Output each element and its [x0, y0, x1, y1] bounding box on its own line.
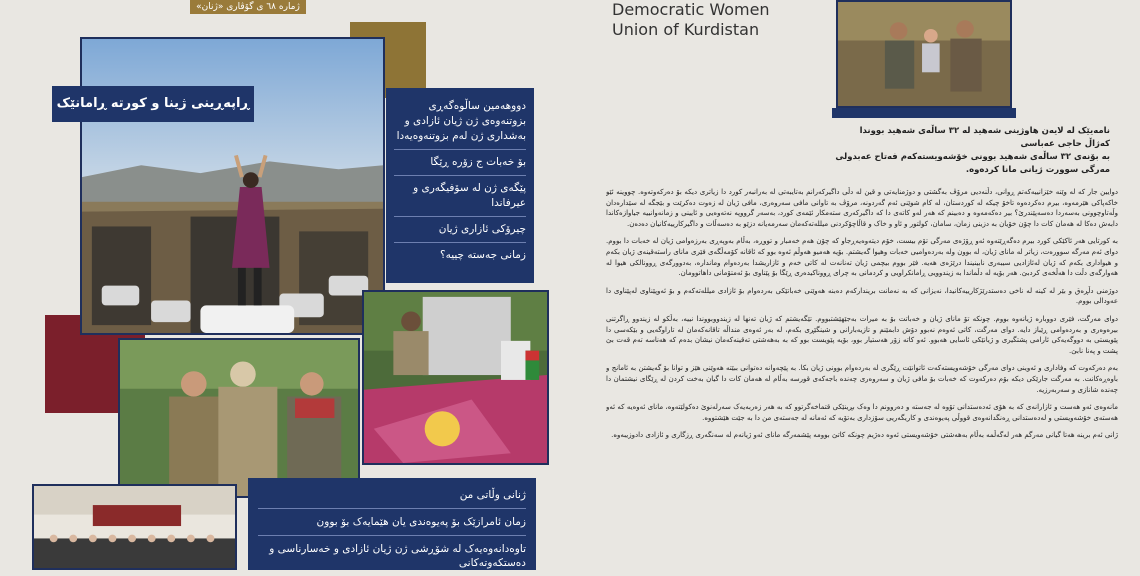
toc-item[interactable]: ژنانی وڵاتی من: [258, 482, 526, 509]
article-paragraph: دوایین جار کە لە وێنە خێزانییەکەتم ڕوانی، دڵنەدیی مرۆڤ بەگشتی و دوژمنایەتی و قین لە دڵی داگیرکەرانم بەتایبەتی لە بەرانبەر کورد دا زیاتری دیکە بۆ دەرکەوتەوە. چووینە ئێو خاکەپاکی هێرمەوە، بیرم دەکردەوە تاخۆ چیکە لە کوردستان، لە کام شوێنی ئەم گەردونە، مرۆڤ بە تاوانی مافی سەروەری، مافی ژیان لە زەوت دەکرێت و بێجگە لە سێدارەدان وڵەتاوچوونی بەسەردا دەسەپێندرێ؟ بیر دەکەمەوە و دەبینم کە هەر لەو کاتەی دا کە داگیرکەری ستەمکار ئێمەی کورد، بەسەر گرووپە نەتەوەیی و ئایینی و زمانەوانییە جیاوازەکاندا دابەش دەکا لە هەمان کات دا چۆن خۆیان بە دزینی زمان، سامان، کولتور و ئاو و خاک و قاڵاچۆکردنی میللەتەکەمان سەرمەیانە دزێو بە دەسەڵات و داگیرکارییەکانیان دەدەن.: [606, 188, 1118, 228]
toc-item[interactable]: دووهەمین ساڵوەگەڕی بزوتنەوەی ژن ژیان ئازادی و بەشداری ژن لەم بزوتنەوەیەدا: [394, 94, 526, 150]
article-paragraph: بەم دەرکەوت کە وفاداری و ئەوینی دوای مەرگی خۆشەویستەکەت ئاتوانێت ڕێگری لە بەردەوام بوونی ژیان بکا. بە پێچەوانە دەتوانی ببێتە هەوێنی هێز و توانا بۆ گەیشتن بە ئامانج و باوەڕەکانت. بە مەرگت جارێکی دیکە بۆم دەرکەوت کە خەبات بۆ مافی ژیان و سەروەری چەندە باجەکەی قورسە بەڵام لە هەمان کات دا گیان بەخت کردن لە ڕێگای نیشتمان دا چەندە شانازی و سەربەرزیە.: [606, 364, 1118, 394]
organization-name-line1: Democratic Women: [612, 0, 770, 19]
toc-item[interactable]: زمانی جەستە چییە؟: [440, 249, 526, 261]
article-paragraph: مانەوەی ئەو هەست و ئازارانەی کە بە هۆی ئەدەستدانی تۆوە لە جەستە و دەروونم دا وەک بڕینێکی قتماخەگرتوو کە بە هەر زەربەیەک سەرلەنوێ دەکولێتەوە، مانای ئەوەیە کە ئەو هەستەی خۆشەویستی و لەدەستدانی ڕەنگدانەوەی قووڵی پەیوەندی و کاریگەریی سۆزداری بەتۆیە کە ئەمانە لە جەستەی من دا بە جێت هێشتووە.: [606, 403, 1118, 422]
article-paragraph: دوژمنی دڵڕەق و بێر لە کینە لە ناخی دەستدرێژکارییەکانیدا، نەیزانی کە بە نەمانت بریندارکەم دەبنە هەوێنی خەباتێکی بەردەوام بۆ ئازادی میللەتەکەم و بۆ ئەوپێناوی لەپێناوی دا عەودالی بووم.: [606, 286, 1118, 306]
photo-caption: [820, 125, 1110, 177]
toc-item[interactable]: چیرۆکی ئازاری ژیان: [394, 217, 526, 243]
toc-item[interactable]: بۆ خەبات ج زۆرە ڕێگا: [394, 150, 526, 176]
caption-line: بە بۆنەی ٣٢ ساڵەی شەهید بوونی خۆشەویستەکەم فەتاح عەبدولی: [835, 152, 1110, 162]
article-paragraph: ژانی ئەم برینە هەتا گیانی مەرگم هەر لەگەڵمە بەڵام بەهەشتی خۆشەویستی ئەوە دەژیم چونکە کاتێ بوومە پێشمەرگە مانای ئەو ژیانەم لە سەنگەری ڕزگاری و ئازادی دادوزیبەوە.: [611, 431, 1118, 440]
caption-line: کەژاڵ حاجی عەباسی: [1020, 139, 1110, 149]
organization-name-line2: Union of Kurdistan: [612, 20, 760, 39]
issue-tag: ژمارە ٦٨ ی گۆڤاری «ژنان»: [190, 0, 306, 14]
conference-photo: [32, 484, 237, 570]
women-group-photo: [118, 338, 360, 498]
main-protest-photo: [80, 37, 385, 335]
caption-line: مەرگی سوورت ژیانی مانا کردەوە.: [965, 165, 1110, 175]
family-photo: [836, 0, 1012, 108]
article-paragraph: بە کورتایی هەر ئاکێکی کورد بیرم دەگەڕێتەوە ئەو ڕۆژەی مەرگی تۆم بیست، خۆم دیتەوەیەڕجاو کە چۆن هەم خەمبار و تووڕە، بەڵام بەوپەڕی بەرزەوامی ژیان لە خەبات دا بووم. دوای ئەم مەرگە سوورەت، زیاتر لە مانای ژیان، لە بوون وله بەردەوامیی خەبات وهیوا گەیشتم. بۆیە هەمیو هەوڵم ئەوە بوو کە ئاقانە کۆمەڵگەی فێری مانای راستەقینەی ژیان بکەم و هیواداری بکەم کە ژیان لەئازادیی سیبەری نابینیندا درێژەی هەیە. فێر بووم بیچمی ژیان تەنانەت لە کاتی خەم و ئازاریشدا بەردەوام وماندارە، بەدوورگەی ڕوونالکی هیوا لە هەوارگەی دڵت دا هەڵخەی کردبێ. هەر بۆیە لە دڵماندا بە زیندوویی ڕامانکراویی و کردمانی بە چرای ڕووناکیدەری ڕێگا بۆ پێناوی بۆ ئەمتۆمانی داهاتوومان.: [606, 237, 1118, 278]
memorial-photo: [362, 290, 549, 465]
table-of-contents-bottom: [248, 478, 536, 570]
organization-name: [612, 0, 770, 40]
main-title: ڕاپەڕینی ژینا و کورتە ڕامانێک: [52, 86, 254, 122]
article-paragraph: دوای مەرگت، فێری دووبارە ژیانەوە بووم. چونکە تۆ مانای ژیان و خەباتت بۆ بە میرات بەجێهێشتبووم. تێگەیشتم کە ژیان تەنها لە زیندووبووندا نییە، بەڵکو لە زیندوو ڕاگرتنی بیرەوەری و بەردەوامی ڕێباز دایە. دوای مەرگت، کاتی ئەوەم نەبوو دۆش دابمێنم و تازیەبارانی و شینگێڕی بکەم، لە بەر ئەوەی منداڵە تاقانەکەمان لە تاراوگەیی و بێکەسی دا پێویستی بە دووگەیەکی ئارامی پشتگیری و ژیانێکی ئاسایی هەبوو. ئەو کاتە زۆر هەستیار بوو، بۆیە پێویست بوو کە بە بەهەشتی تەقینەکەمان نیشان بدەم کە هەناسە تەم قەت بێ پشت و پەنا نابێ.: [606, 314, 1118, 355]
caption-line: نامەیێک لە لایەن هاوژینی شەهید لە ٣٢ ساڵەی شەهید بووندا: [859, 126, 1110, 136]
toc-item[interactable]: زمان ئامرازێک بۆ پەیوەندی یان هێمایەک بۆ بوون: [258, 509, 526, 536]
toc-item[interactable]: تاوەدانەوەیەک لە شۆڕشی ژن ژیان ئازادی و خەسارناسی و دەستکەوتەکانی: [269, 543, 526, 569]
article-body: [606, 187, 1118, 570]
photo-frame-bar: [832, 108, 1016, 118]
table-of-contents-top: [386, 88, 534, 283]
toc-item[interactable]: پێگەی ژن لە سۆفیگەری و عیرفاندا: [394, 176, 526, 217]
